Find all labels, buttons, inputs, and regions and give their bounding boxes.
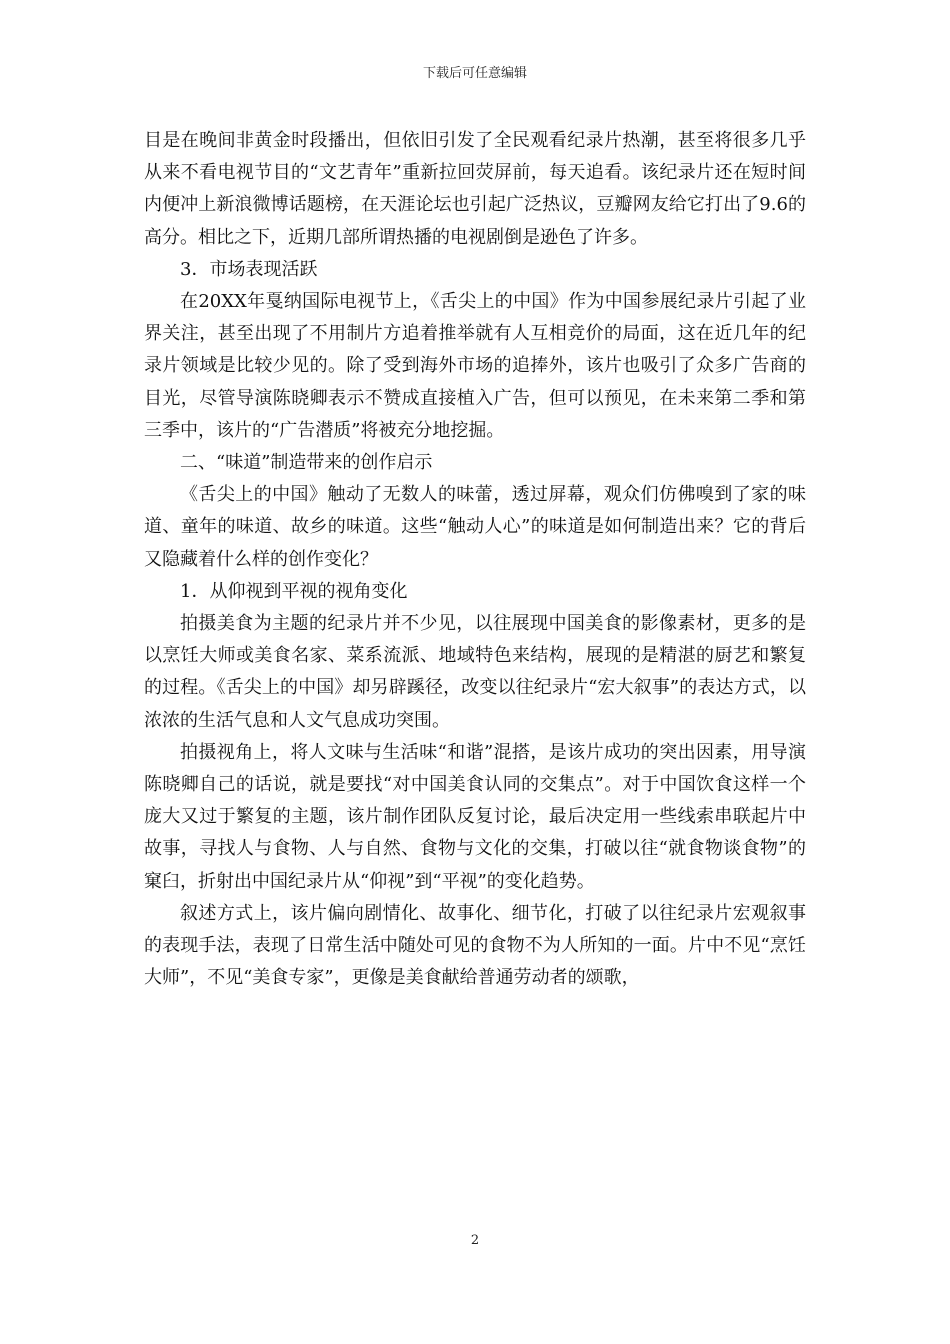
paragraph: 拍摄美食为主题的纪录片并不少见，以往展现中国美食的影像素材，更多的是以烹饪大师或美食名家、菜系流派、地域特色来结构，展现的是精湛的厨艺和繁复的过程。《舌尖上的中国》却另辟蹊径，改变以往纪录片“宏大叙事”的表达方式，以浓浓的生活气息和人文气息成功突围。 bbox=[144, 613, 806, 731]
paragraph: 叙述方式上，该片偏向剧情化、故事化、细节化，打破了以往纪录片宏观叙事的表现手法，表现了日常生活中随处可见的食物不为人所知的一面。片中不见“烹饪大师”，不见“美食专家”，更像是美食献给普通劳动者的颂歌， bbox=[144, 902, 806, 989]
paragraph: 拍摄视角上，将人文味与生活味“和谐”混搭，是该片成功的突出因素，用导演陈晓卿自己的话说，就是要找“对中国美食认同的交集点”。对于中国饮食这样一个庞大又过于繁复的主题，该片制作团队反复讨论，最后决定用一些线索串联起片中故事，寻找人与食物、人与自然、食物与文化的交集，打破以往“就食物谈食物”的窠臼，折射出中国纪录片从“仰视”到“平视”的变化趋势。 bbox=[144, 741, 806, 892]
section-heading: 二、“味道”制造带来的创作启示 bbox=[180, 452, 433, 474]
page-number: 2 bbox=[470, 1233, 480, 1248]
paragraph: 《舌尖上的中国》触动了无数人的味蕾，透过屏幕，观众们仿佛嗅到了家的味道、童年的味道、故乡的味道。这些“触动人心”的味道是如何制造出来？它的背后又隐藏着什么样的创作变化？ bbox=[144, 484, 806, 570]
subsection-heading: 3．市场表现活跃 bbox=[180, 258, 318, 280]
paragraph: 目是在晚间非黄金时段播出，但依旧引发了全民观看纪录片热潮，甚至将很多几乎从来不看电视节目的“文艺青年”重新拉回荧屏前，每天追看。该纪录片还在短时间内便冲上新浪微博话题榜，在天涯论坛也引起广泛热议，豆瓣网友给它打出了9.6的高分。相比之下，近期几部所谓热播的电视剧倒是逊色了许多。 bbox=[144, 130, 806, 248]
page-header: 下载后可任意编辑 bbox=[422, 66, 527, 81]
paragraph: 在20XX年戛纳国际电视节上，《舌尖上的中国》作为中国参展纪录片引起了业界关注，甚至出现了不用制片方追着推举就有人互相竞价的局面，这在近几年的纪录片领域是比较少见的。除了受到海外市场的追捧外，该片也吸引了众多广告商的目光，尽管导演陈晓卿表示不赞成直接植入广告，但可以预见，在未来第二季和第三季中，该片的“广告潜质”将被充分地挖掘。 bbox=[144, 291, 806, 441]
document-body bbox=[144, 125, 806, 994]
subsection-heading: 1．从仰视到平视的视角变化 bbox=[180, 580, 408, 602]
